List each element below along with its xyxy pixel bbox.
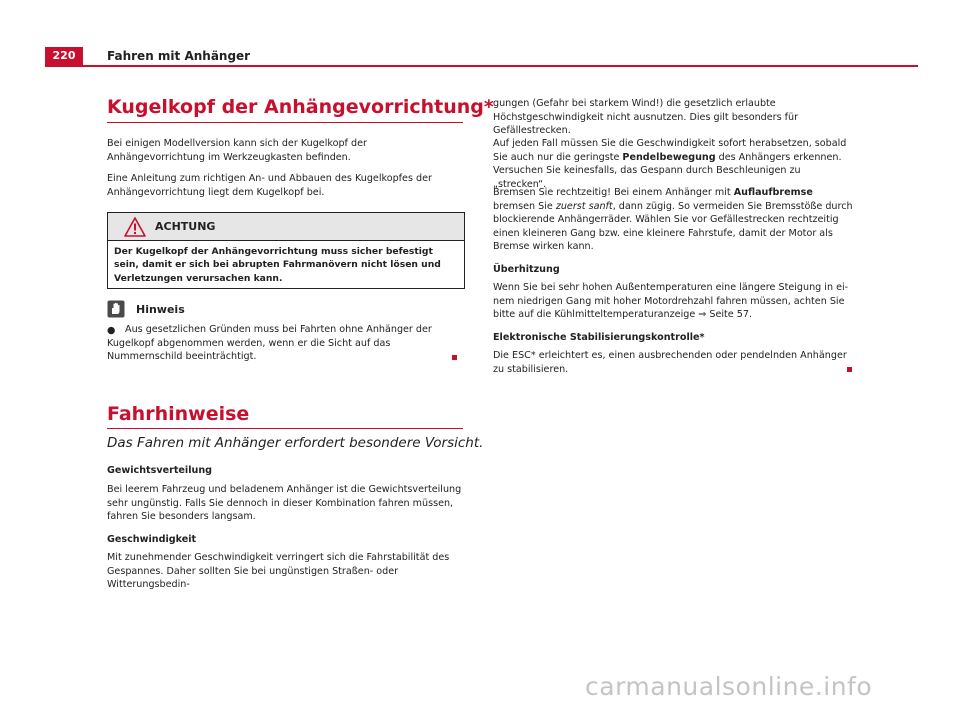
warning-label: ACHTUNG	[155, 220, 216, 233]
page-number: 220	[45, 47, 83, 65]
emphasis-pendelbewegung: Pendelbewegung	[622, 151, 716, 163]
chapter-title: Fahren mit Anhänger	[107, 49, 251, 63]
text-run: des Anhängers erkennen. Versuchen Sie keinesfalls, das Gespann durch Beschleunigen zu „strecken“.	[493, 151, 842, 190]
warning-text: Der Kugelkopf der Anhängevorrichtung muss sicher befestigt sein, damit er sich bei abrupten Fahrmanövern nicht lösen und Verletzungen verursachen kann.	[114, 246, 441, 284]
emphasis-auflaufbremse: Auflaufbremse	[733, 187, 813, 198]
paragraph: gungen (Gefahr bei starkem Wind!) die gesetzlich erlaubte Höchstgeschwindigkeit nicht ausnutzen. Dies gilt besonders für Gefällestrecken.	[493, 98, 799, 137]
warning-header	[108, 213, 464, 241]
note-text: Aus gesetzlichen Gründen muss bei Fahrten ohne Anhänger der Kugelkopf abgenommen werden, wenn er die Sicht auf das Nummernschild beeinträchtigt.	[107, 324, 432, 363]
section-heading-kugelkopf: Kugelkopf der Anhängevorrichtung*	[107, 96, 494, 118]
section-end-marker	[452, 355, 457, 360]
subheading-esc: Elektronische Stabilisierungskontrolle*	[493, 332, 705, 343]
paragraph: Mit zunehmender Geschwindigkeit verringert sich die Fahrstabilität des Gespannes. Daher sollten Sie bei ungünstigen Straßen- oder Witterungsbedin-	[107, 552, 450, 591]
text-run: Bremsen Sie rechtzeitig! Bei einem Anhänger mit	[493, 187, 734, 198]
header-rule	[45, 65, 918, 67]
paragraph: Wenn Sie bei sehr hohen Außentemperaturen eine längere Steigung in einem niedrigen Gang mit hoher Motordrehzahl fahren müssen, achten Sie bitte auf die Kühlmitteltemperaturanzeige ⇒ Seite 57.	[493, 282, 849, 321]
section-end-marker	[847, 367, 852, 372]
text-run: bremsen Sie	[493, 200, 556, 212]
subheading-speed: Geschwindigkeit	[107, 534, 197, 545]
paragraph-brake	[493, 186, 853, 254]
watermark: carmanualsonline.info	[585, 672, 873, 701]
paragraph-pendel	[493, 137, 853, 191]
note-label: Hinweis	[136, 303, 185, 316]
section-rule	[107, 122, 463, 123]
paragraph: Die ESC* erleichtert es, einen ausbrechenden oder pendelnden Anhänger zu stabilisieren.	[493, 350, 847, 375]
section-heading-fahrhinweise: Fahrhinweise	[107, 403, 250, 425]
emphasis-zuerst-sanft: zuerst sanft	[555, 200, 613, 212]
text-run: Auf jeden Fall müssen Sie die Geschwindigkeit sofort herabsetzen, sobald Sie auch nur die geringste	[493, 138, 847, 163]
subheading-overheat: Überhitzung	[493, 264, 560, 275]
bullet: ●	[107, 325, 116, 336]
warning-triangle-icon	[124, 217, 146, 237]
warning-box	[107, 212, 465, 289]
note-hand-icon	[107, 300, 125, 318]
subheading-weight: Gewichtsverteilung	[107, 465, 213, 476]
paragraph: Eine Anleitung zum richtigen An- und Abbauen des Kugelkopfes der Anhängevorrichtung liegt dem Kugelkopf bei.	[107, 173, 432, 198]
section-subtitle: Das Fahren mit Anhänger erfordert besondere Vorsicht.	[107, 435, 484, 451]
section-rule	[107, 428, 463, 429]
paragraph: Bei einigen Modellversion kann sich der Kugelkopf der Anhängevorrichtung im Werkzeugkasten befinden.	[107, 138, 367, 163]
page-header	[0, 0, 960, 70]
text-run: , dann zügig. So vermeiden Sie Bremsstöße durch blockierende Anhängerräder. Wählen Sie vor Gefällestrecken rechtzeitig einen kleineren Gang bzw. eine kleinere Fahrstufe, damit der Motor als Bremse wirken kann.	[493, 200, 853, 253]
paragraph: Bei leerem Fahrzeug und beladenem Anhänger ist die Gewichtsverteilung sehr ungünstig. Falls Sie dennoch in dieser Kombination fahren müssen, fahren Sie besonders langsam.	[107, 484, 462, 523]
